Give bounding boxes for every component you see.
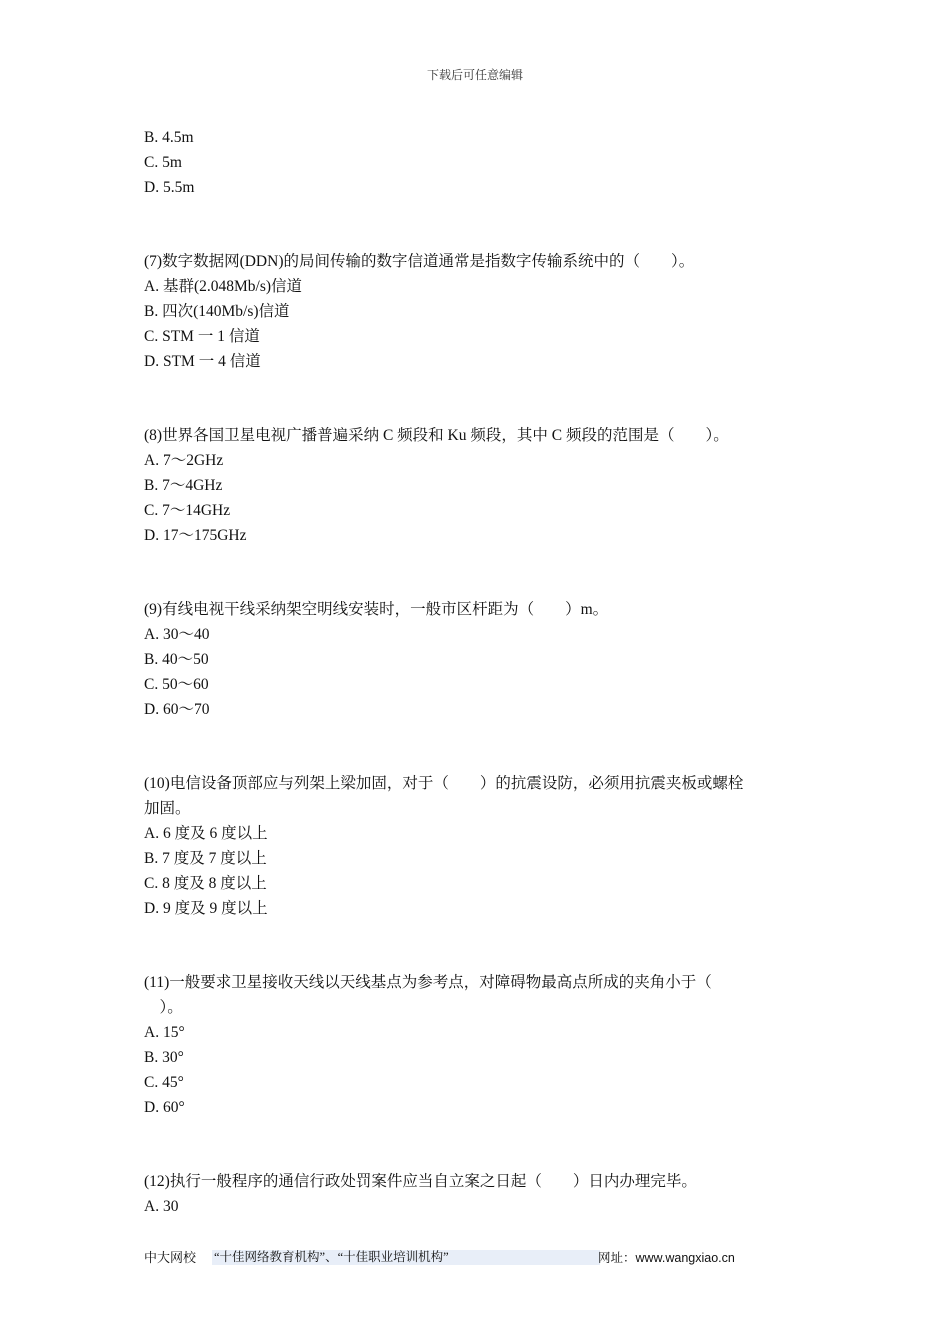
option-d: D. 60～70: [144, 701, 210, 718]
question-stem-continued: ）。: [144, 999, 183, 1016]
option-c: C. 7～14GHz: [144, 502, 231, 519]
footer-url[interactable]: 网址：www.wangxiao.cn: [598, 1251, 735, 1265]
option-d: D. 17～175GHz: [144, 527, 247, 544]
question-stem-continued: 加固。: [144, 800, 191, 817]
option-d: D. 5.5m: [144, 179, 195, 196]
option-d: D. STM 一 4 信道: [144, 353, 261, 370]
question-stem: (10)电信设备顶部应与列架上梁加固，对于（ ）的抗震设防，必须用抗震夹板或螺栓: [144, 775, 744, 792]
question-block-6-tail: [144, 125, 812, 200]
option-c: C. 50～60: [144, 676, 209, 693]
question-stem: (9)有线电视干线采纳架空明线安装时，一般市区杆距为（ ）m。: [144, 601, 609, 618]
question-block-12: [144, 1169, 812, 1219]
page-footer: [144, 1248, 744, 1268]
question-stem: (12)执行一般程序的通信行政处罚案件应当自立案之日起（ ）日内办理完毕。: [144, 1173, 697, 1190]
question-block-9: [144, 597, 812, 722]
option-b: B. 30°: [144, 1049, 184, 1066]
option-a: A. 6 度及 6 度以上: [144, 825, 268, 842]
option-a: A. 7～2GHz: [144, 452, 224, 469]
question-stem: (8)世界各国卫星电视广播普遍采纳 C 频段和 Ku 频段，其中 C 频段的范围是（ ）。: [144, 427, 729, 444]
option-b: B. 40～50: [144, 651, 209, 668]
page-header-note: 下载后可任意编辑: [426, 68, 523, 82]
question-block-7: [144, 249, 812, 374]
document-body: [144, 125, 812, 1219]
question-block-8: [144, 423, 812, 548]
option-c: C. 5m: [144, 154, 182, 171]
option-a: A. 30: [144, 1198, 179, 1215]
footer-slogan: “十佳网络教育机构”、“十佳职业培训机构”: [212, 1250, 600, 1265]
question-block-11: [144, 970, 812, 1120]
option-a: A. 基群(2.048Mb/s)信道: [144, 278, 303, 295]
option-c: C. STM 一 1 信道: [144, 328, 260, 345]
option-b: B. 四次(140Mb/s)信道: [144, 303, 290, 320]
option-d: D. 9 度及 9 度以上: [144, 900, 268, 917]
option-c: C. 8 度及 8 度以上: [144, 875, 267, 892]
option-b: B. 4.5m: [144, 129, 194, 146]
option-a: A. 30～40: [144, 626, 210, 643]
option-b: B. 7 度及 7 度以上: [144, 850, 267, 867]
question-stem: (11)一般要求卫星接收天线以天线基点为参考点，对障碍物最高点所成的夹角小于（: [144, 974, 712, 991]
question-stem: (7)数字数据网(DDN)的局间传输的数字信道通常是指数字传输系统中的（ ）。: [144, 253, 695, 270]
option-d: D. 60°: [144, 1099, 185, 1116]
option-a: A. 15°: [144, 1024, 185, 1041]
option-b: B. 7～4GHz: [144, 477, 223, 494]
option-c: C. 45°: [144, 1074, 184, 1091]
question-block-10: [144, 771, 812, 921]
footer-brand: 中大网校: [144, 1250, 197, 1265]
